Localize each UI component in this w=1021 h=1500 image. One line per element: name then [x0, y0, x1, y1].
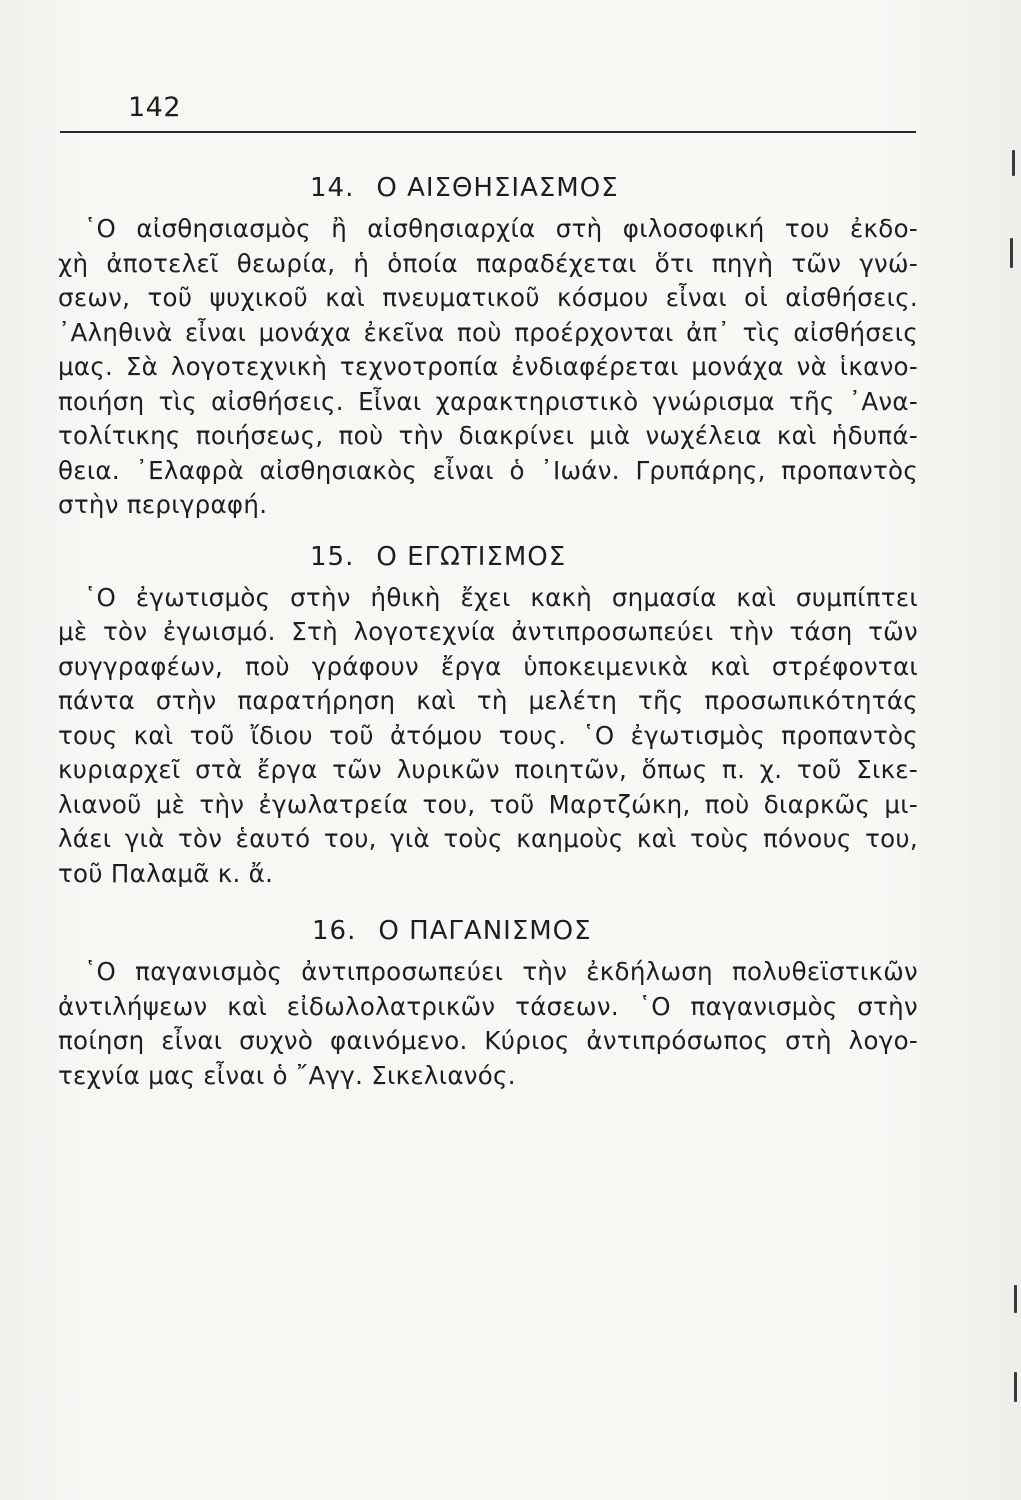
- text-line: ποίηση εἶναι συχνὸ φαινόμενο. Κύριος ἀντιπρόσωπος στὴ λογο-: [58, 1026, 918, 1055]
- text-line: σεων, τοῦ ψυχικοῦ καὶ πνευματικοῦ κόσμου εἶναι οἱ αἰσθήσεις.: [58, 283, 918, 312]
- text-line: τεχνία μας εἶναι ὁ ῎Αγγ. Σικελιανός.: [58, 1060, 516, 1090]
- text-line: ῾Ο ἐγωτισμὸς στὴν ἠθικὴ ἔχει κακὴ σημασία καὶ συμπίπτει: [84, 582, 918, 612]
- section-title: Ο ΕΓΩΤΙΣΜΟΣ: [376, 541, 567, 572]
- section-heading-egotismos: [58, 537, 918, 581]
- text-line: συγγραφέων, ποὺ γράφουν ἔργα ὑποκειμενικὰ καὶ στρέφονται: [58, 651, 918, 681]
- text-line: κυριαρχεῖ στὰ ἔργα τῶν λυρικῶν ποιητῶν, ὅπως π. χ. τοῦ Σικε-: [58, 755, 918, 784]
- text-line: θεια. ᾿Ελαφρὰ αἰσθησιακὸς εἶναι ὁ ᾿Ιωάν. Γρυπάρης, προπαντὸς: [58, 455, 918, 485]
- section-number: 16.: [312, 916, 357, 946]
- text-line: μὲ τὸν ἐγωισμό. Στὴ λογοτεχνία ἀντιπροσωπεύει τὴν τάση τῶν: [58, 617, 918, 646]
- section-heading-aisthisiasmos: [58, 168, 918, 212]
- margin-mark: [1014, 1372, 1017, 1402]
- section-number: 15.: [310, 541, 355, 572]
- text-line: χὴ ἀποτελεῖ θεωρία, ἡ ὁποία παραδέχεται ὅτι πηγὴ τῶν γνώ-: [58, 248, 918, 278]
- section-paragraph-egotismos: [58, 581, 918, 892]
- text-line: λάει γιὰ τὸν ἑαυτό του, γιὰ τοὺς καημοὺς καὶ τοὺς πόνους του,: [58, 824, 918, 853]
- text-line: στὴν περιγραφή.: [58, 490, 268, 519]
- section-paragraph-aisthisiasmos: [58, 212, 918, 523]
- text-line: ῾Ο παγανισμὸς ἀντιπροσωπεύει τὴν ἐκδήλωση πολυθεϊστικῶν: [84, 957, 918, 986]
- section-paragraph-paganismos: [58, 955, 918, 1093]
- text-line: τοῦ Παλαμᾶ κ. ἄ.: [58, 858, 274, 888]
- section-title: Ο ΠΑΓΑΝΙΣΜΟΣ: [378, 916, 592, 946]
- text-line: τολίτικης ποιήσεως, ποὺ τὴν διακρίνει μιὰ νωχέλεια καὶ ἡδυπά-: [58, 421, 918, 450]
- header-rule: [60, 131, 916, 133]
- text-line: ἀντιλήψεων καὶ εἰδωλολατρικῶν τάσεων. ῾Ο παγανισμὸς στὴν: [58, 991, 918, 1021]
- page-content: [58, 168, 918, 1093]
- section-title: Ο ΑΙΣΘΗΣΙΑΣΜΟΣ: [376, 173, 619, 203]
- text-line: πάντα στὴν παρατήρηση καὶ τὴ μελέτη τῆς προσωπικότητάς: [58, 686, 918, 715]
- margin-mark: [1010, 238, 1013, 268]
- margin-mark: [1014, 1285, 1017, 1313]
- section-number: 14.: [310, 173, 355, 203]
- text-line: τους καὶ τοῦ ἴδιου τοῦ ἀτόμου τους. ῾Ο ἐγωτισμὸς προπαντὸς: [58, 720, 918, 750]
- text-line: μας. Σὰ λογοτεχνικὴ τεχνοτροπία ἐνδιαφέρεται μονάχα νὰ ἱκανο-: [58, 352, 918, 381]
- text-line: ᾿Αληθινὰ εἶναι μονάχα ἐκεῖνα ποὺ προέρχονται ἀπ᾿ τὶς αἰσθήσεις: [58, 317, 918, 347]
- text-line: λιανοῦ μὲ τὴν ἐγωλατρεία του, τοῦ Μαρτζώκη, ποὺ διαρκῶς μι-: [58, 789, 918, 819]
- section-heading-paganismos: [58, 911, 918, 955]
- text-line: ῾Ο αἰσθησιασμὸς ἢ αἰσθησιαρχία στὴ φιλοσοφική του ἐκδο-: [84, 214, 918, 243]
- page-number: 142: [128, 92, 182, 123]
- margin-mark: [1012, 150, 1015, 176]
- text-line: ποιήση τὶς αἰσθήσεις. Εἶναι χαρακτηριστικὸ γνώρισμα τῆς ᾿Ανα-: [58, 386, 918, 416]
